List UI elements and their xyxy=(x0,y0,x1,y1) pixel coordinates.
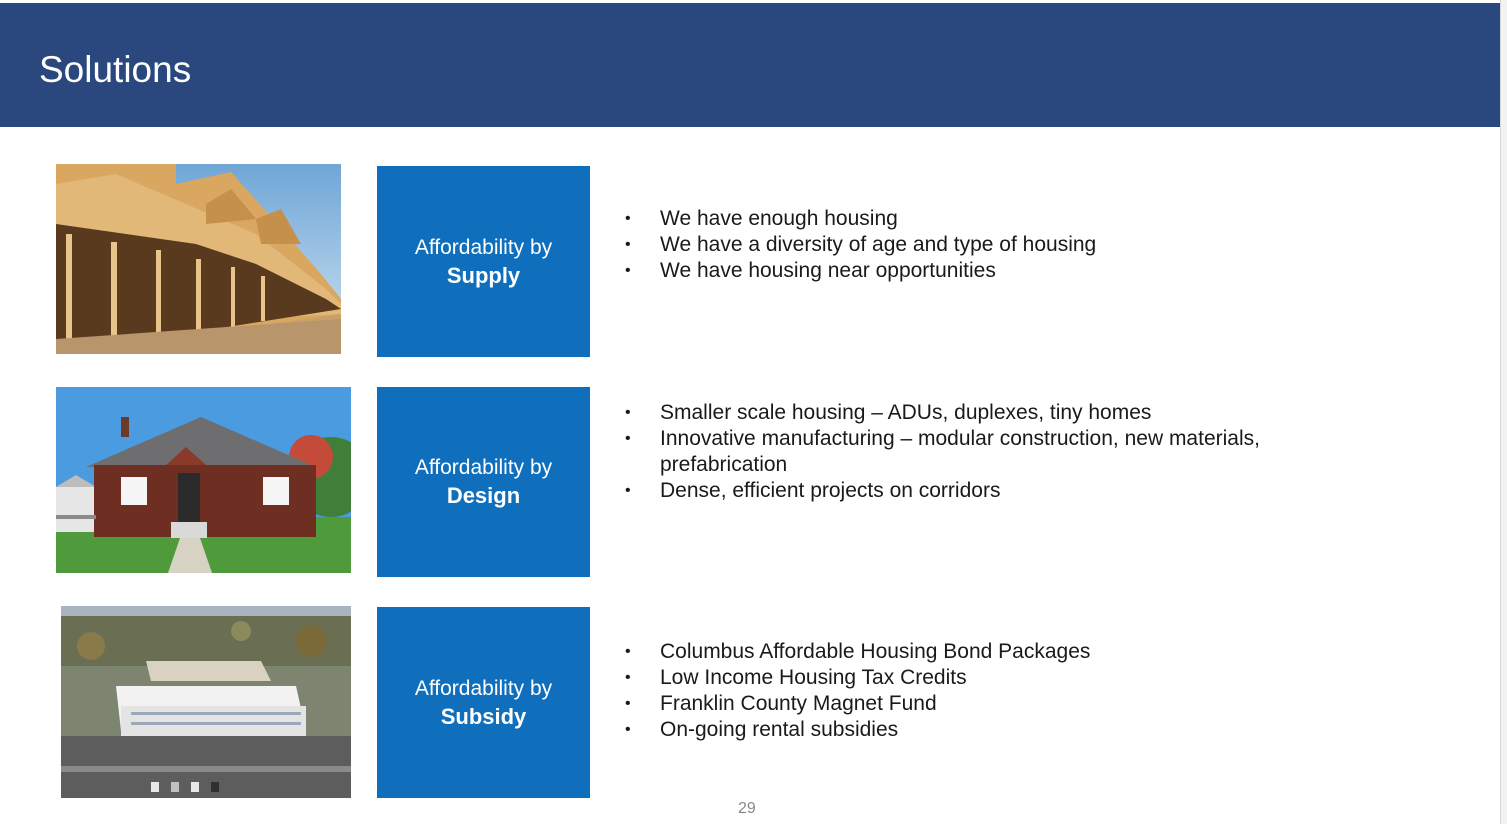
affordability-subsidy-box xyxy=(377,607,590,798)
bullet-icon: • xyxy=(625,695,631,712)
bullet-icon: • xyxy=(625,262,631,279)
box-label: Affordability by xyxy=(414,235,553,259)
bullet-icon: • xyxy=(625,482,631,499)
bullet-icon: • xyxy=(625,669,631,686)
supply-bullet-list xyxy=(625,206,1325,284)
list-item: • We have enough housing xyxy=(625,207,898,230)
list-item: • Dense, efficient projects on corridors xyxy=(625,479,1001,502)
list-item: • On-going rental subsidies xyxy=(625,718,899,741)
list-item: • We have a diversity of age and type of housing xyxy=(625,233,1097,256)
page-number: 29 xyxy=(738,800,756,817)
bullet-icon: • xyxy=(625,404,631,421)
title-bar xyxy=(0,3,1500,127)
box-heading: Supply xyxy=(446,262,521,288)
box-label: Affordability by xyxy=(414,676,553,700)
houses-under-construction-photo xyxy=(56,164,341,354)
brick-house-photo xyxy=(56,387,351,573)
apartment-aerial-photo xyxy=(61,606,351,798)
list-item: • Columbus Affordable Housing Bond Packages xyxy=(625,640,1091,663)
list-item: • Franklin County Magnet Fund xyxy=(625,692,937,715)
subsidy-bullet-list xyxy=(625,639,1325,743)
affordability-supply-box xyxy=(377,166,590,357)
list-item: • Smaller scale housing – ADUs, duplexes, tiny homes xyxy=(625,401,1152,424)
bullet-icon: • xyxy=(625,210,631,227)
bullet-icon: • xyxy=(625,430,631,447)
box-heading: Design xyxy=(446,483,521,508)
design-bullet-list xyxy=(625,400,1275,504)
bullet-icon: • xyxy=(625,721,631,738)
slide-title: Solutions xyxy=(39,49,192,90)
bullet-icon: • xyxy=(625,643,631,660)
affordability-design-box xyxy=(377,387,590,577)
list-item: • We have housing near opportunities xyxy=(625,259,996,282)
bullet-icon: • xyxy=(625,236,631,253)
box-heading: Subsidy xyxy=(440,703,527,729)
box-label: Affordability by xyxy=(414,456,553,479)
window-edge xyxy=(1500,0,1507,824)
list-item: • Low Income Housing Tax Credits xyxy=(625,666,967,689)
list-item: • Innovative manufacturing – modular construction, new materials, prefabrication xyxy=(625,427,1260,476)
